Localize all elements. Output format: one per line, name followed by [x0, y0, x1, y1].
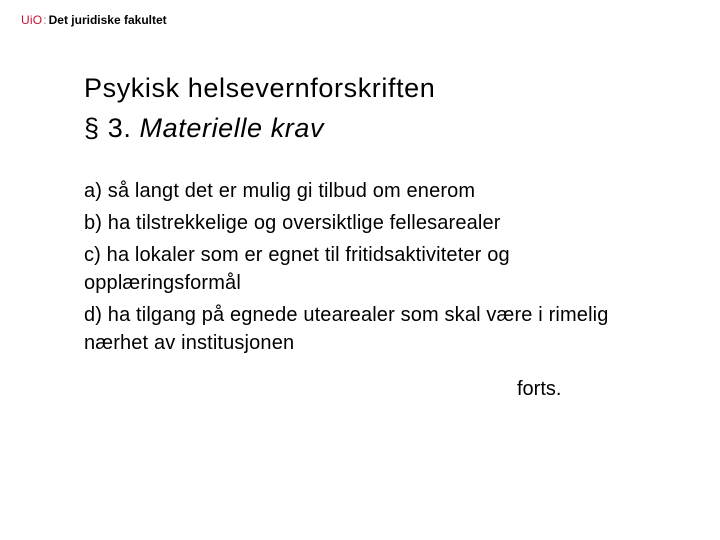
title-line-2 — [84, 108, 684, 148]
header-bar — [21, 11, 167, 29]
section-number: § 3. — [84, 113, 140, 143]
list-item-d: d) ha tilgang på egnede utearealer som skal være i rimelig nærhet av institusjonen — [84, 304, 609, 354]
faculty-name: Det juridiske fakultet — [48, 13, 167, 27]
continued-label: forts. — [517, 378, 562, 400]
slide-title — [84, 68, 684, 148]
list-item-a: a) så langt det er mulig gi tilbud om enerom — [84, 180, 476, 202]
title-line-1: Psykisk helsevernforskriften — [84, 73, 436, 103]
logo-separator: : — [43, 13, 47, 27]
list-item-b: b) ha tilstrekkelige og oversiktlige fellesarealer — [84, 212, 501, 234]
slide-body — [84, 177, 644, 361]
list-item-c: c) ha lokaler som er egnet til fritidsaktiviteter og opplæringsformål — [84, 244, 510, 294]
uio-logo: UiO — [21, 13, 43, 27]
section-heading: Materielle krav — [139, 113, 325, 143]
